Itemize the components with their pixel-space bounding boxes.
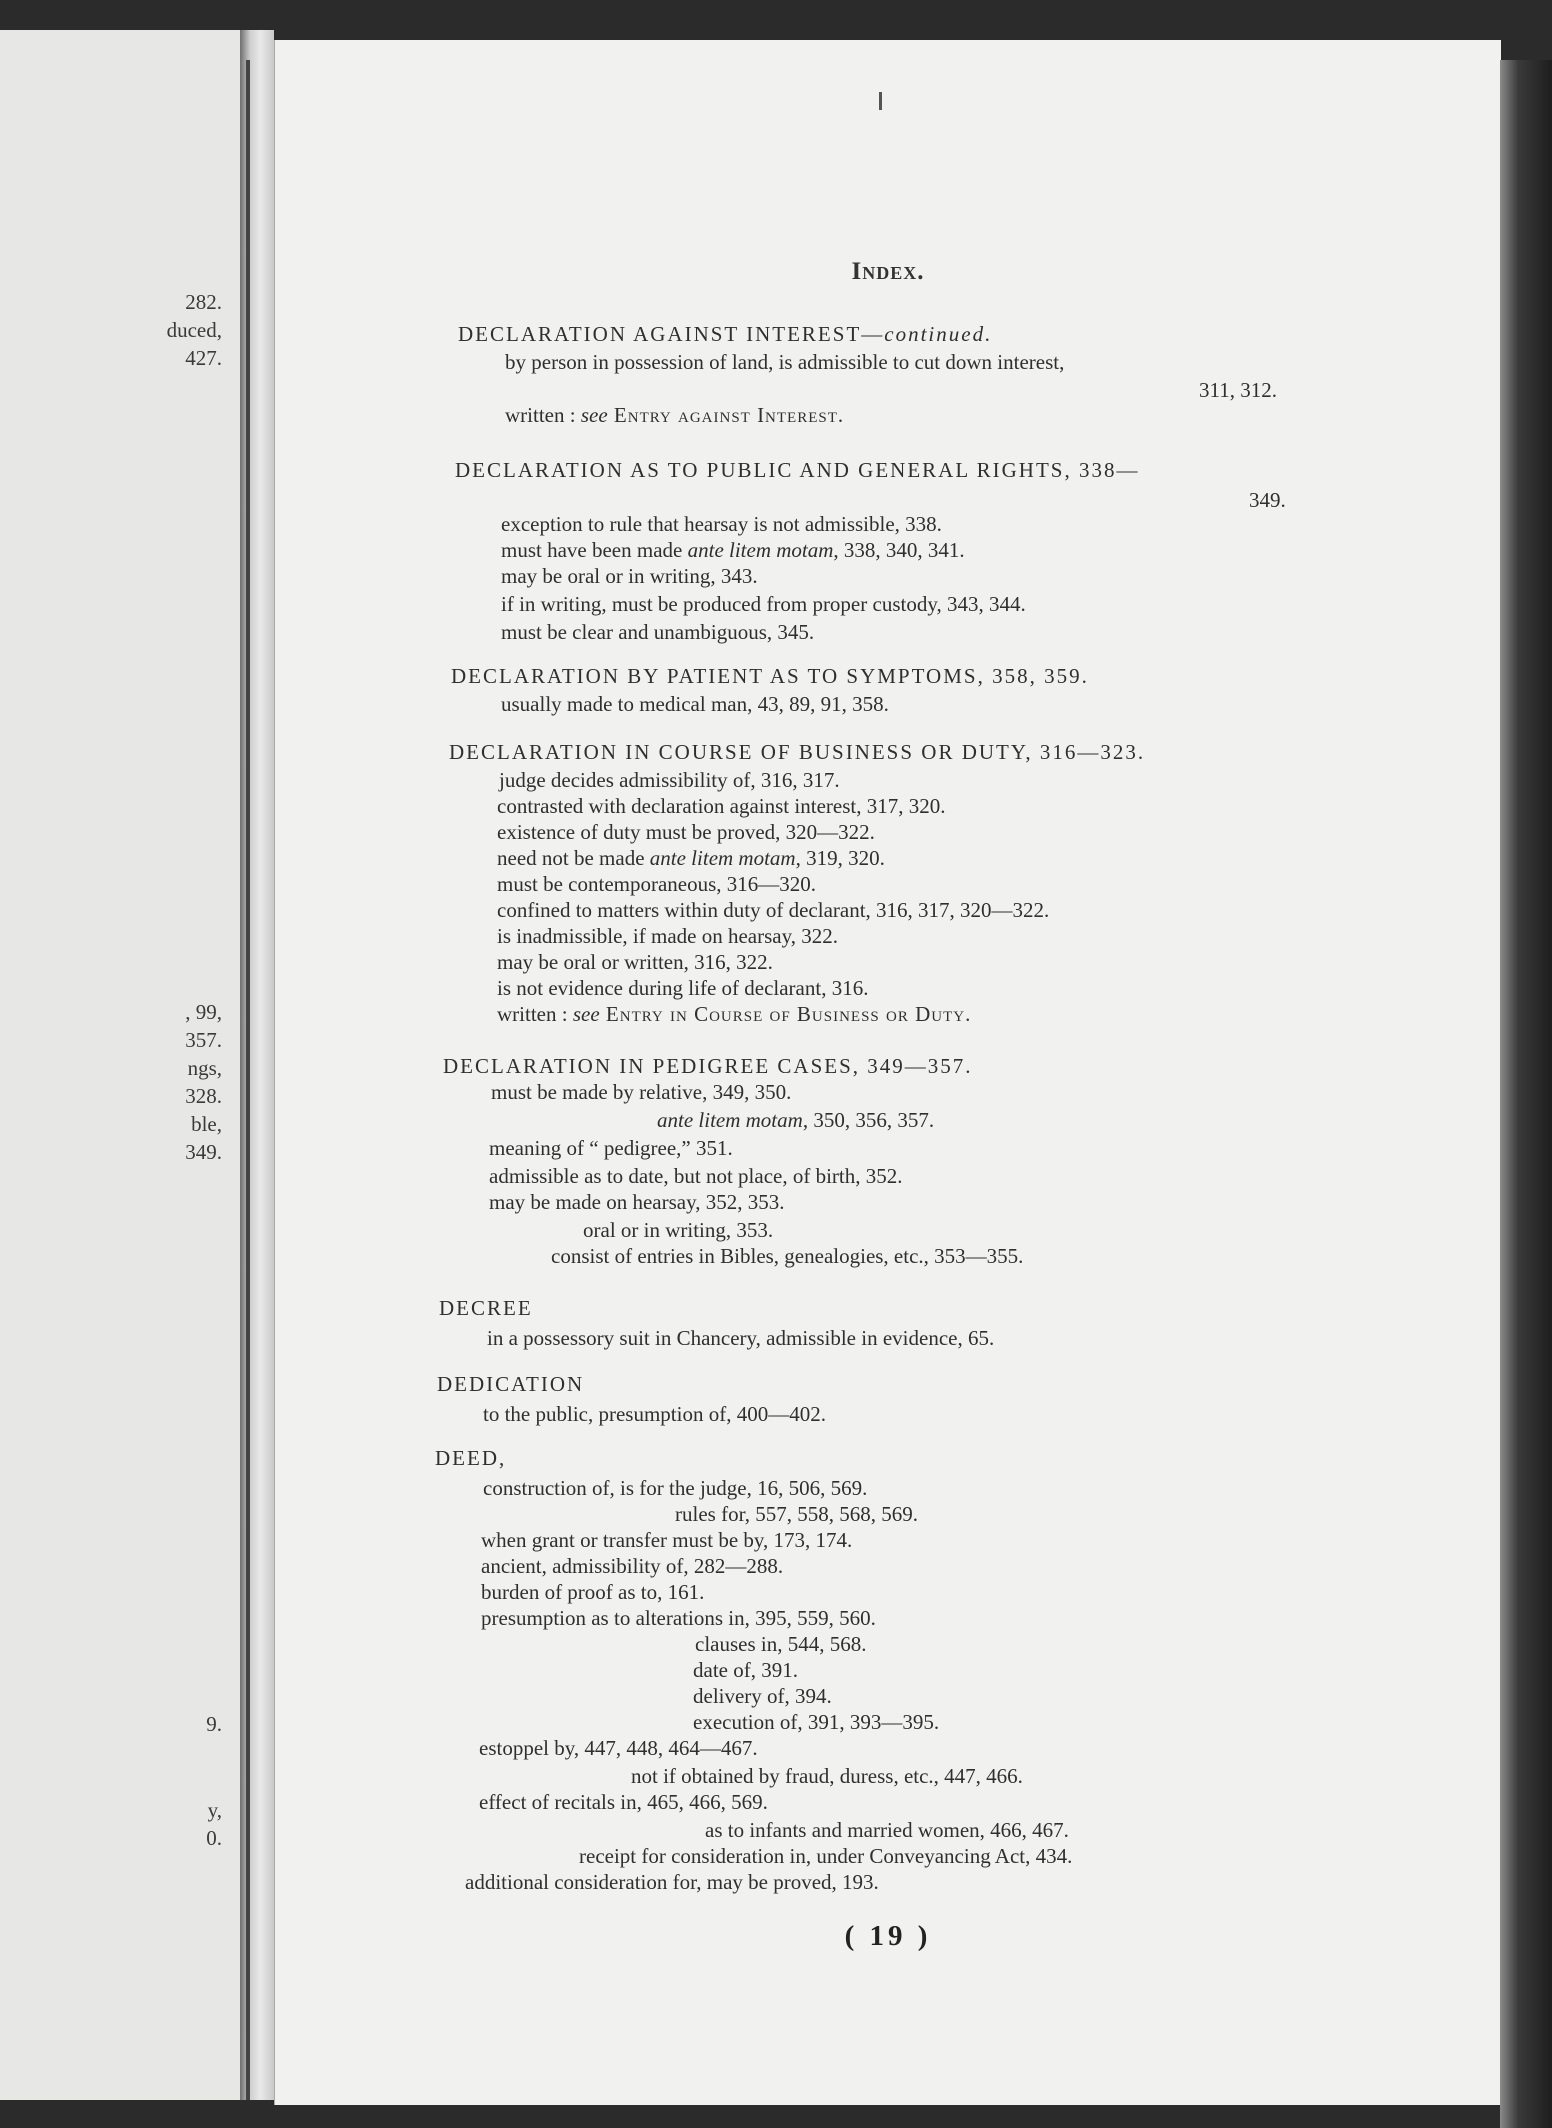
page-number: ( 19 ) (844, 1920, 932, 1952)
entry-line: may be oral or written, 316, 322. (497, 950, 773, 974)
entry-line: oral or in writing, 353. (583, 1218, 774, 1242)
entry-line: effect of recitals in, 465, 466, 569. (479, 1790, 768, 1814)
page-mark (879, 92, 882, 110)
entry-line: is inadmissible, if made on hearsay, 322. (497, 924, 838, 948)
entry-line: burden of proof as to, 161. (481, 1580, 705, 1604)
entry-line: ante litem motam, 350, 356, 357. (657, 1108, 935, 1132)
entry-line: consist of entries in Bibles, genealogies, etc., 353—355. (551, 1244, 1024, 1268)
entry-line: must be made by relative, 349, 350. (491, 1080, 792, 1104)
entry-heading: DECLARATION AGAINST INTEREST—continued. (458, 322, 993, 346)
entry-line: execution of, 391, 393—395. (693, 1710, 940, 1734)
left-fragment: , 99, (185, 1000, 222, 1024)
spine-line (246, 60, 250, 2100)
entry-line: ancient, admissibility of, 282—288. (481, 1554, 784, 1578)
entry-line: delivery of, 394. (693, 1684, 832, 1708)
left-fragment: y, (207, 1798, 222, 1822)
entry-line: must be clear and unambiguous, 345. (501, 620, 815, 644)
left-fragment: 427. (185, 346, 222, 370)
left-fragment: 0. (206, 1826, 222, 1850)
page-edge (1500, 60, 1552, 2128)
entry-line: presumption as to alterations in, 395, 559, 560. (481, 1606, 876, 1630)
entry-line: admissible as to date, but not place, of birth, 352. (489, 1164, 903, 1188)
running-head: Index. (851, 258, 925, 285)
entry-heading: DEDICATION (437, 1372, 585, 1396)
entry-line: usually made to medical man, 43, 89, 91, 358. (501, 692, 889, 716)
entry-line: when grant or transfer must be by, 173, 174. (481, 1528, 853, 1552)
entry-line: meaning of “ pedigree,” 351. (489, 1136, 733, 1160)
entry-line: written : see Entry against Interest. (505, 403, 845, 427)
entry-heading: DECREE (439, 1296, 533, 1320)
left-fragment: ble, (191, 1112, 222, 1136)
entry-line: in a possessory suit in Chancery, admissible in evidence, 65. (487, 1326, 995, 1350)
left-fragment: 328. (185, 1084, 222, 1108)
entry-line: 349. (1249, 488, 1286, 512)
entry-heading: DEED, (435, 1446, 507, 1470)
entry-heading: DECLARATION AS TO PUBLIC AND GENERAL RIGHTS, 338— (455, 458, 1140, 482)
left-fragment: 9. (206, 1712, 222, 1736)
entry-heading: DECLARATION IN COURSE OF BUSINESS OR DUTY, 316—323. (449, 740, 1146, 764)
entry-line: construction of, is for the judge, 16, 506, 569. (483, 1476, 868, 1500)
entry-line: to the public, presumption of, 400—402. (483, 1402, 826, 1426)
entry-line: must have been made ante litem motam, 338, 340, 341. (501, 538, 965, 562)
entry-heading: DECLARATION BY PATIENT AS TO SYMPTOMS, 358, 359. (451, 664, 1089, 688)
entry-line: as to infants and married women, 466, 467. (705, 1818, 1069, 1842)
entry-line: not if obtained by fraud, duress, etc., 447, 466. (631, 1764, 1023, 1788)
entry-line: if in writing, must be produced from proper custody, 343, 344. (501, 592, 1026, 616)
entry-line: by person in possession of land, is admissible to cut down interest, (505, 350, 1065, 374)
entry-line: may be made on hearsay, 352, 353. (489, 1190, 785, 1214)
entry-line: judge decides admissibility of, 316, 317. (499, 768, 840, 792)
entry-line: contrasted with declaration against interest, 317, 320. (497, 794, 946, 818)
entry-line: clauses in, 544, 568. (695, 1632, 867, 1656)
entry-line: 311, 312. (1199, 378, 1277, 402)
entry-heading: DECLARATION IN PEDIGREE CASES, 349—357. (443, 1054, 973, 1078)
entry-line: receipt for consideration in, under Conveyancing Act, 434. (579, 1844, 1073, 1868)
left-page (0, 30, 241, 2100)
entry-line: is not evidence during life of declarant, 316. (497, 976, 869, 1000)
entry-line: rules for, 557, 558, 568, 569. (675, 1502, 918, 1526)
entry-line: additional consideration for, may be proved, 193. (465, 1870, 879, 1894)
left-fragment: 357. (185, 1028, 222, 1052)
entry-line: need not be made ante litem motam, 319, 320. (497, 846, 885, 870)
entry-line: may be oral or in writing, 343. (501, 564, 758, 588)
right-page (274, 40, 1501, 2105)
left-fragment: 282. (185, 290, 222, 314)
left-fragment: 349. (185, 1140, 222, 1164)
left-fragment: ngs, (187, 1056, 222, 1080)
left-fragment: duced, (166, 318, 222, 342)
entry-line: exception to rule that hearsay is not admissible, 338. (501, 512, 942, 536)
entry-line: written : see Entry in Course of Business or Duty. (497, 1002, 972, 1026)
entry-line: confined to matters within duty of declarant, 316, 317, 320—322. (497, 898, 1050, 922)
entry-line: existence of duty must be proved, 320—322. (497, 820, 875, 844)
entry-line: estoppel by, 447, 448, 464—467. (479, 1736, 758, 1760)
entry-line: must be contemporaneous, 316—320. (497, 872, 817, 896)
entry-line: date of, 391. (693, 1658, 798, 1682)
